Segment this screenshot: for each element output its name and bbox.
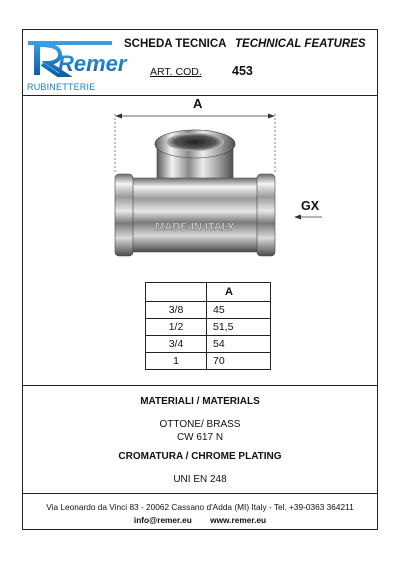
dimension-table (145, 282, 271, 370)
arrow-left-icon (115, 114, 122, 119)
embossed-made-in-italy: MADE IN ITALY (155, 221, 235, 233)
gx-label: GX (301, 199, 320, 213)
title-italian: SCHEDA TECNICA (124, 38, 227, 50)
table-header-a: A (207, 283, 271, 302)
table-header-row (146, 283, 271, 302)
footer-address: Via Leonardo da Vinci 83 - 20062 Cassano d'Adda (MI) Italy - Tel. +39-0363 364211 (46, 502, 354, 512)
table-cell-a: 51,5 (207, 319, 271, 336)
table-row (146, 336, 271, 353)
table-divider (22, 385, 378, 386)
article-code-value: 453 (232, 64, 253, 78)
logo-subtitle: RUBINETTERIE (27, 82, 96, 92)
table-row (146, 353, 271, 370)
plating-heading: CROMATURA / CHROME PLATING (118, 451, 282, 462)
table-cell-a: 54 (207, 336, 271, 353)
tee-fitting-image (100, 104, 330, 274)
footer-divider (22, 493, 378, 494)
table-cell-size: 3/4 (146, 336, 207, 353)
table-cell-size: 3/8 (146, 302, 207, 319)
table-row (146, 302, 271, 319)
table-cell-size: 1/2 (146, 319, 207, 336)
footer-website-link[interactable]: www.remer.eu (210, 515, 267, 525)
materials-line-2: CW 617 N (176, 432, 224, 443)
gx-arrow-icon (294, 215, 301, 220)
table-cell-a: 70 (207, 353, 271, 370)
logo-wordmark: Remer (58, 51, 127, 76)
footer-email-link[interactable]: info@remer.eu (133, 515, 192, 525)
dimension-a-label: A (193, 96, 203, 111)
footer-contacts (0, 515, 400, 525)
table-header-size (146, 283, 207, 302)
table-cell-size: 1 (146, 353, 207, 370)
table-row (146, 319, 271, 336)
materials-line-1: OTTONE/ BRASS (159, 419, 241, 430)
article-code-label: ART. COD. (150, 66, 202, 78)
materials-heading: MATERIALI / MATERIALS (140, 396, 260, 407)
plating-line-1: UNI EN 248 (173, 474, 227, 485)
arrow-right-icon (268, 114, 275, 119)
table-cell-a: 45 (207, 302, 271, 319)
title-english: TECHNICAL FEATURES (235, 38, 366, 50)
